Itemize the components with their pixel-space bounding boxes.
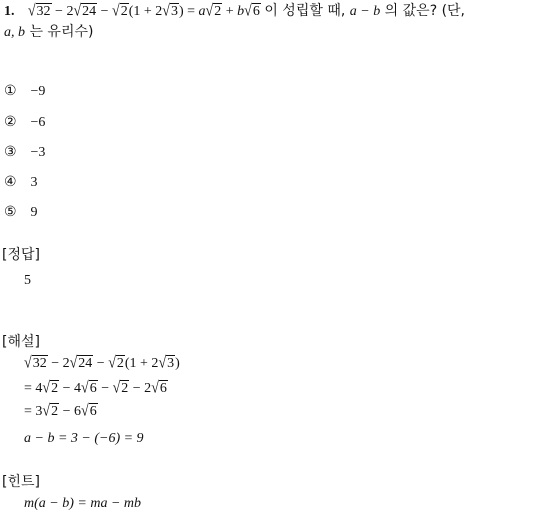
explanation-line-4: a − b = 3 − (−6) = 9 (24, 431, 144, 446)
answer-value: 5 (24, 273, 31, 288)
explanation-line-3: = 3√2 − 6√6 (24, 402, 97, 421)
question-ask-text: 의 값은? (단, (384, 3, 466, 19)
question-intro-text: 이 성립할 때, (264, 3, 346, 19)
option-2-label: ② (4, 114, 17, 130)
condition-text: 는 유리수) (29, 24, 94, 40)
explanation-heading: [해설] (2, 334, 40, 350)
option-5-label: ⑤ (4, 204, 17, 220)
option-5-value: 9 (30, 205, 38, 220)
option-4-label: ④ (4, 174, 17, 190)
answer-heading: [정답] (2, 247, 40, 263)
option-5[interactable] (4, 203, 37, 222)
hint-heading: [힌트] (2, 474, 40, 490)
option-3-label: ③ (4, 144, 17, 160)
question-line-1 (4, 2, 465, 21)
option-2-value: −6 (30, 115, 46, 130)
explanation-line-1: √32 − 2√24 − √2(1 + 2√3) (24, 354, 180, 373)
explanation-line-2: = 4√2 − 4√6 − √2 − 2√6 (24, 379, 167, 398)
condition-vars: a, b (4, 25, 25, 40)
question-line-2 (4, 23, 93, 42)
option-3[interactable] (4, 143, 45, 162)
option-1-label: ① (4, 83, 17, 99)
hint-line-1: m(a − b) = ma − mb (24, 496, 141, 511)
option-3-value: −3 (30, 145, 46, 160)
question-expr-ab: a − b (349, 4, 381, 19)
option-1-value: −9 (30, 84, 46, 99)
question-number: 1. (4, 4, 15, 19)
option-4-value: 3 (30, 175, 38, 190)
option-4[interactable] (4, 173, 37, 192)
question-equation: √32 − 2√24 − √2(1 + 2√3) = a√2 + b√6 (27, 2, 260, 21)
option-1[interactable] (4, 82, 45, 101)
option-2[interactable] (4, 113, 45, 132)
